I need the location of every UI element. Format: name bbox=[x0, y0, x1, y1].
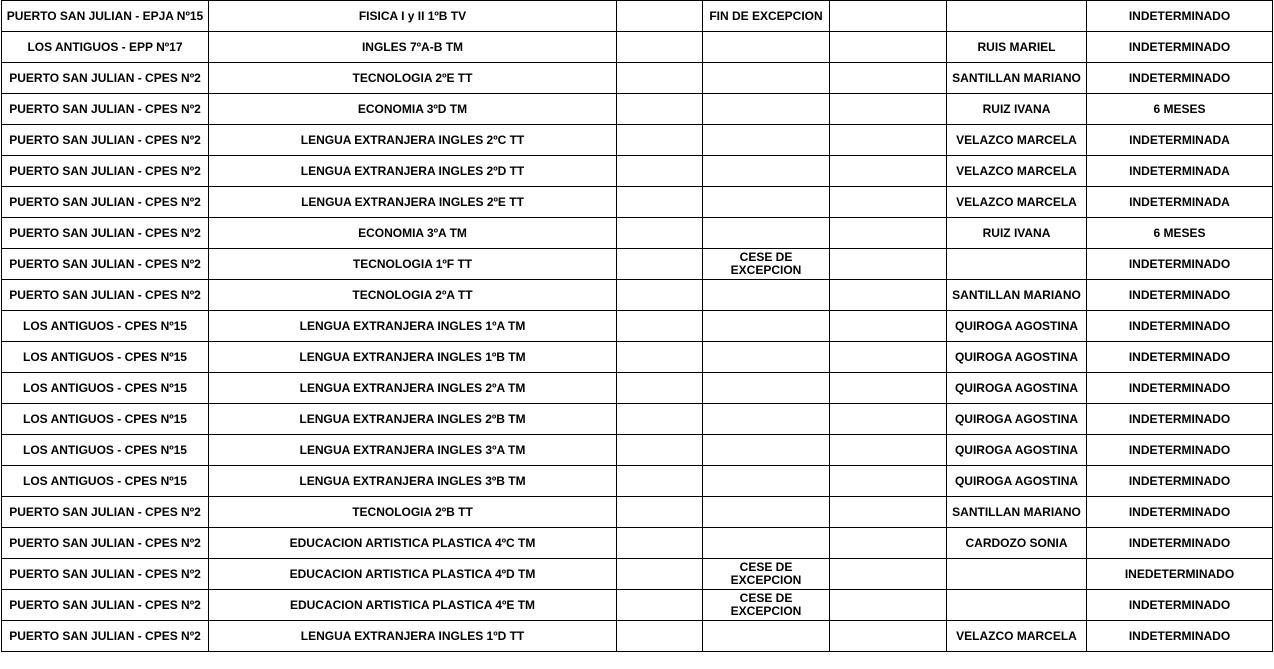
blank-cell-2 bbox=[830, 280, 947, 311]
subject-cell: LENGUA EXTRANJERA INGLES 1ºB TM bbox=[209, 342, 617, 373]
blank-cell-2 bbox=[830, 1, 947, 32]
school-cell: LOS ANTIGUOS - CPES Nº15 bbox=[2, 435, 209, 466]
school-cell: PUERTO SAN JULIAN - CPES Nº2 bbox=[2, 280, 209, 311]
teacher-cell bbox=[947, 590, 1087, 621]
teacher-cell: RUIZ IVANA bbox=[947, 218, 1087, 249]
table-body bbox=[2, 1, 1273, 652]
status-cell bbox=[703, 621, 830, 652]
blank-cell bbox=[617, 63, 703, 94]
table-row bbox=[2, 1, 1273, 32]
table-row bbox=[2, 590, 1273, 621]
teacher-cell: QUIROGA AGOSTINA bbox=[947, 435, 1087, 466]
blank-cell-2 bbox=[830, 404, 947, 435]
table-row bbox=[2, 125, 1273, 156]
blank-cell bbox=[617, 342, 703, 373]
blank-cell-2 bbox=[830, 342, 947, 373]
blank-cell bbox=[617, 528, 703, 559]
blank-cell-2 bbox=[830, 621, 947, 652]
teacher-cell: VELAZCO MARCELA bbox=[947, 187, 1087, 218]
blank-cell-2 bbox=[830, 373, 947, 404]
school-cell: LOS ANTIGUOS - CPES Nº15 bbox=[2, 373, 209, 404]
school-cell: PUERTO SAN JULIAN - CPES Nº2 bbox=[2, 249, 209, 280]
duration-cell: INDETERMINADO bbox=[1087, 621, 1273, 652]
blank-cell-2 bbox=[830, 94, 947, 125]
table-row bbox=[2, 404, 1273, 435]
status-cell bbox=[703, 404, 830, 435]
table-row bbox=[2, 621, 1273, 652]
teacher-cell: SANTILLAN MARIANO bbox=[947, 63, 1087, 94]
blank-cell bbox=[617, 559, 703, 590]
teacher-cell: QUIROGA AGOSTINA bbox=[947, 373, 1087, 404]
subject-cell: LENGUA EXTRANJERA INGLES 1ºA TM bbox=[209, 311, 617, 342]
table-row bbox=[2, 280, 1273, 311]
status-cell bbox=[703, 156, 830, 187]
teacher-cell: VELAZCO MARCELA bbox=[947, 156, 1087, 187]
blank-cell-2 bbox=[830, 156, 947, 187]
table-row bbox=[2, 342, 1273, 373]
teacher-cell: RUIZ IVANA bbox=[947, 94, 1087, 125]
table-row bbox=[2, 187, 1273, 218]
school-cell: PUERTO SAN JULIAN - CPES Nº2 bbox=[2, 187, 209, 218]
duration-cell: INDETERMINADO bbox=[1087, 1, 1273, 32]
table-row bbox=[2, 156, 1273, 187]
school-cell: LOS ANTIGUOS - CPES Nº15 bbox=[2, 342, 209, 373]
teacher-cell: QUIROGA AGOSTINA bbox=[947, 342, 1087, 373]
school-cell: PUERTO SAN JULIAN - CPES Nº2 bbox=[2, 497, 209, 528]
school-cell: PUERTO SAN JULIAN - CPES Nº2 bbox=[2, 63, 209, 94]
status-cell bbox=[703, 342, 830, 373]
teacher-cell: VELAZCO MARCELA bbox=[947, 125, 1087, 156]
school-cell: PUERTO SAN JULIAN - CPES Nº2 bbox=[2, 621, 209, 652]
school-cell: PUERTO SAN JULIAN - CPES Nº2 bbox=[2, 528, 209, 559]
duration-cell: INDETERMINADO bbox=[1087, 311, 1273, 342]
blank-cell bbox=[617, 373, 703, 404]
school-cell: LOS ANTIGUOS - EPP Nº17 bbox=[2, 32, 209, 63]
duration-cell: INDETERMINADO bbox=[1087, 404, 1273, 435]
subject-cell: LENGUA EXTRANJERA INGLES 2ºB TM bbox=[209, 404, 617, 435]
blank-cell-2 bbox=[830, 590, 947, 621]
subject-cell: ECONOMIA 3ºD TM bbox=[209, 94, 617, 125]
blank-cell-2 bbox=[830, 466, 947, 497]
status-cell bbox=[703, 311, 830, 342]
school-cell: PUERTO SAN JULIAN - CPES Nº2 bbox=[2, 559, 209, 590]
blank-cell bbox=[617, 466, 703, 497]
school-cell: LOS ANTIGUOS - CPES Nº15 bbox=[2, 404, 209, 435]
duration-cell: INDETERMINADO bbox=[1087, 497, 1273, 528]
duration-cell: INDETERMINADO bbox=[1087, 249, 1273, 280]
duration-cell: INDETERMINADO bbox=[1087, 32, 1273, 63]
blank-cell-2 bbox=[830, 249, 947, 280]
assignments-table bbox=[1, 0, 1273, 652]
status-cell bbox=[703, 435, 830, 466]
school-cell: LOS ANTIGUOS - CPES Nº15 bbox=[2, 311, 209, 342]
table-row bbox=[2, 311, 1273, 342]
duration-cell: INDETERMINADO bbox=[1087, 280, 1273, 311]
subject-cell: EDUCACION ARTISTICA PLASTICA 4ºD TM bbox=[209, 559, 617, 590]
blank-cell bbox=[617, 187, 703, 218]
blank-cell bbox=[617, 621, 703, 652]
status-cell: CESE DE EXCEPCION bbox=[703, 249, 830, 280]
status-cell: CESE DE EXCEPCION bbox=[703, 559, 830, 590]
table-row bbox=[2, 218, 1273, 249]
status-cell bbox=[703, 125, 830, 156]
duration-cell: INDETERMINADO bbox=[1087, 373, 1273, 404]
subject-cell: TECNOLOGIA 2ºE TT bbox=[209, 63, 617, 94]
teacher-cell bbox=[947, 559, 1087, 590]
blank-cell bbox=[617, 497, 703, 528]
table-row bbox=[2, 94, 1273, 125]
subject-cell: TECNOLOGIA 1ºF TT bbox=[209, 249, 617, 280]
status-cell bbox=[703, 528, 830, 559]
blank-cell bbox=[617, 156, 703, 187]
school-cell: LOS ANTIGUOS - CPES Nº15 bbox=[2, 466, 209, 497]
subject-cell: ECONOMIA 3ºA TM bbox=[209, 218, 617, 249]
blank-cell bbox=[617, 311, 703, 342]
teacher-cell: CARDOZO SONIA bbox=[947, 528, 1087, 559]
table-row bbox=[2, 466, 1273, 497]
blank-cell-2 bbox=[830, 497, 947, 528]
duration-cell: INEDETERMINADO bbox=[1087, 559, 1273, 590]
subject-cell: LENGUA EXTRANJERA INGLES 2ºA TM bbox=[209, 373, 617, 404]
blank-cell bbox=[617, 125, 703, 156]
subject-cell: LENGUA EXTRANJERA INGLES 3ºB TM bbox=[209, 466, 617, 497]
status-cell bbox=[703, 280, 830, 311]
subject-cell: TECNOLOGIA 2ºA TT bbox=[209, 280, 617, 311]
status-cell bbox=[703, 218, 830, 249]
teacher-cell bbox=[947, 249, 1087, 280]
blank-cell-2 bbox=[830, 32, 947, 63]
status-cell: FIN DE EXCEPCION bbox=[703, 1, 830, 32]
duration-cell: 6 MESES bbox=[1087, 94, 1273, 125]
blank-cell bbox=[617, 404, 703, 435]
status-cell bbox=[703, 497, 830, 528]
subject-cell: EDUCACION ARTISTICA PLASTICA 4ºC TM bbox=[209, 528, 617, 559]
status-cell bbox=[703, 32, 830, 63]
table-row bbox=[2, 497, 1273, 528]
blank-cell bbox=[617, 1, 703, 32]
blank-cell bbox=[617, 94, 703, 125]
teacher-cell: RUIS MARIEL bbox=[947, 32, 1087, 63]
duration-cell: INDETERMINADO bbox=[1087, 435, 1273, 466]
subject-cell: LENGUA EXTRANJERA INGLES 1ºD TT bbox=[209, 621, 617, 652]
blank-cell-2 bbox=[830, 187, 947, 218]
duration-cell: INDETERMINADA bbox=[1087, 156, 1273, 187]
duration-cell: INDETERMINADO bbox=[1087, 342, 1273, 373]
table-row bbox=[2, 435, 1273, 466]
duration-cell: INDETERMINADO bbox=[1087, 590, 1273, 621]
table-row bbox=[2, 559, 1273, 590]
blank-cell bbox=[617, 280, 703, 311]
teacher-cell: QUIROGA AGOSTINA bbox=[947, 466, 1087, 497]
blank-cell-2 bbox=[830, 218, 947, 249]
teacher-cell: QUIROGA AGOSTINA bbox=[947, 404, 1087, 435]
subject-cell: INGLES 7ºA-B TM bbox=[209, 32, 617, 63]
table-row bbox=[2, 63, 1273, 94]
blank-cell bbox=[617, 590, 703, 621]
blank-cell-2 bbox=[830, 528, 947, 559]
status-cell bbox=[703, 466, 830, 497]
subject-cell: FISICA I y II 1ºB TV bbox=[209, 1, 617, 32]
table-row bbox=[2, 528, 1273, 559]
duration-cell: INDETERMINADO bbox=[1087, 466, 1273, 497]
subject-cell: LENGUA EXTRANJERA INGLES 2ºC TT bbox=[209, 125, 617, 156]
status-cell: CESE DE EXCEPCION bbox=[703, 590, 830, 621]
status-cell bbox=[703, 373, 830, 404]
blank-cell-2 bbox=[830, 311, 947, 342]
subject-cell: LENGUA EXTRANJERA INGLES 2ºD TT bbox=[209, 156, 617, 187]
status-cell bbox=[703, 63, 830, 94]
blank-cell-2 bbox=[830, 125, 947, 156]
teacher-cell bbox=[947, 1, 1087, 32]
blank-cell-2 bbox=[830, 435, 947, 466]
teacher-cell: SANTILLAN MARIANO bbox=[947, 280, 1087, 311]
teacher-cell: SANTILLAN MARIANO bbox=[947, 497, 1087, 528]
blank-cell bbox=[617, 218, 703, 249]
school-cell: PUERTO SAN JULIAN - CPES Nº2 bbox=[2, 218, 209, 249]
subject-cell: LENGUA EXTRANJERA INGLES 2ºE TT bbox=[209, 187, 617, 218]
subject-cell: TECNOLOGIA 2ºB TT bbox=[209, 497, 617, 528]
duration-cell: INDETERMINADA bbox=[1087, 125, 1273, 156]
school-cell: PUERTO SAN JULIAN - CPES Nº2 bbox=[2, 125, 209, 156]
table-row bbox=[2, 373, 1273, 404]
status-cell bbox=[703, 187, 830, 218]
duration-cell: INDETERMINADO bbox=[1087, 528, 1273, 559]
duration-cell: 6 MESES bbox=[1087, 218, 1273, 249]
table-row bbox=[2, 32, 1273, 63]
blank-cell-2 bbox=[830, 63, 947, 94]
school-cell: PUERTO SAN JULIAN - CPES Nº2 bbox=[2, 590, 209, 621]
blank-cell bbox=[617, 32, 703, 63]
school-cell: PUERTO SAN JULIAN - CPES Nº2 bbox=[2, 94, 209, 125]
blank-cell bbox=[617, 435, 703, 466]
teacher-cell: VELAZCO MARCELA bbox=[947, 621, 1087, 652]
table-row bbox=[2, 249, 1273, 280]
school-cell: PUERTO SAN JULIAN - EPJA Nº15 bbox=[2, 1, 209, 32]
subject-cell: EDUCACION ARTISTICA PLASTICA 4ºE TM bbox=[209, 590, 617, 621]
status-cell bbox=[703, 94, 830, 125]
school-cell: PUERTO SAN JULIAN - CPES Nº2 bbox=[2, 156, 209, 187]
blank-cell-2 bbox=[830, 559, 947, 590]
duration-cell: INDETERMINADO bbox=[1087, 63, 1273, 94]
duration-cell: INDETERMINADA bbox=[1087, 187, 1273, 218]
teacher-cell: QUIROGA AGOSTINA bbox=[947, 311, 1087, 342]
blank-cell bbox=[617, 249, 703, 280]
subject-cell: LENGUA EXTRANJERA INGLES 3ºA TM bbox=[209, 435, 617, 466]
